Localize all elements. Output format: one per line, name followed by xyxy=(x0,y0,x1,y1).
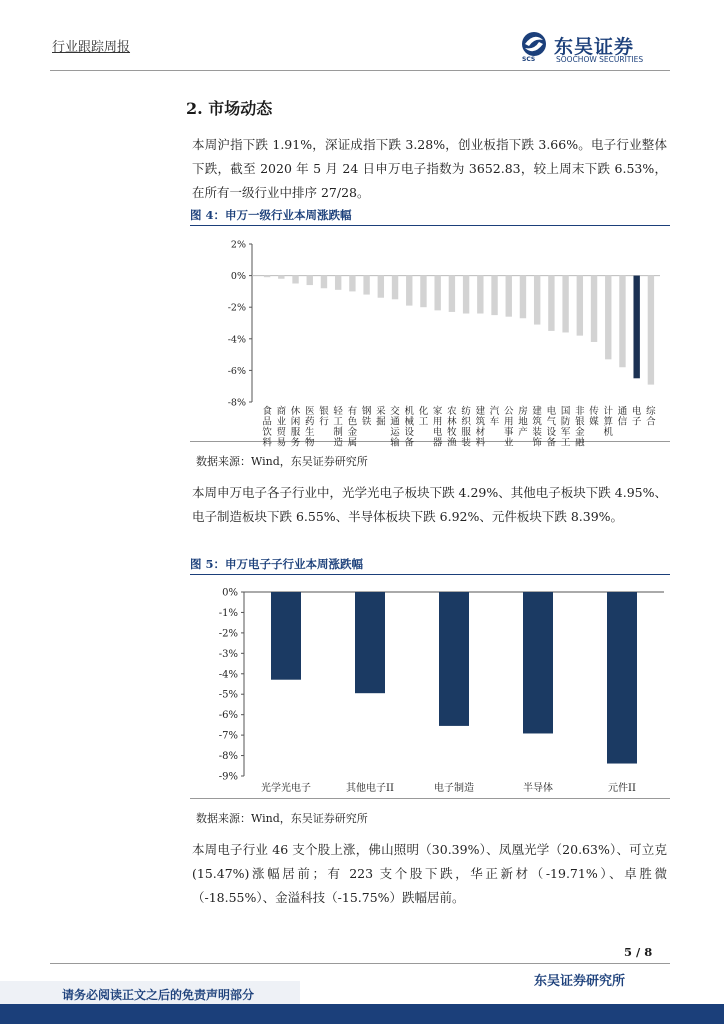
figure4-category-label-char: 建 xyxy=(475,406,486,417)
figure4-chart xyxy=(190,226,670,449)
figure4-category-label-char: 材 xyxy=(475,427,486,438)
figure4-category-label-char: 纺 xyxy=(461,406,471,417)
figure4-category-label-char: 牧 xyxy=(447,427,457,438)
figure4-category-label-char: 林 xyxy=(447,416,457,428)
figure5-y-tick-label: -6% xyxy=(218,710,238,722)
figure4-category-label-char: 防 xyxy=(560,416,571,428)
figure4-category-label-char: 机 xyxy=(603,427,614,438)
figure4-category-label-char: 行 xyxy=(319,416,329,428)
figure5-bar xyxy=(439,592,469,726)
figure4-category-label-char: 产 xyxy=(518,427,528,438)
figure4-category-label-char: 通 xyxy=(617,406,628,417)
figure5-bar xyxy=(523,592,553,733)
figure4-category-label-char: 合 xyxy=(646,416,656,428)
figure4-category-label-char: 属 xyxy=(347,437,358,449)
figure4-bar xyxy=(292,276,298,284)
figure4-bar xyxy=(264,276,270,278)
figure4-category-label-char: 贸 xyxy=(276,427,287,438)
figure4-category-label-char: 电 xyxy=(631,406,642,417)
figure4-bar xyxy=(278,276,284,279)
figure4-category-label-char: 国 xyxy=(560,406,571,417)
disclaimer-text: 请务必阅读正文之后的免责声明部分 xyxy=(62,988,255,1002)
figure4-category-label-char: 地 xyxy=(518,416,528,428)
figure5-y-tick-label: -2% xyxy=(218,628,238,640)
figure5-chart xyxy=(190,578,670,798)
figure4-y-tick-label: 2% xyxy=(230,239,246,251)
figure4-category-label-char: 料 xyxy=(262,437,272,449)
paragraph-subsector-summary: 本周申万电子各子行业中，光学光电子板块下跌 4.29%、其他电子板块下跌 4.95%、电子制造板块下跌 6.55%、半导体板块下跌 6.92%、元件板块下跌 8.39%。 xyxy=(192,485,667,524)
figure5-y-tick-label: -7% xyxy=(218,730,238,742)
figure4-bar xyxy=(605,276,611,360)
figure4-category-label-char: 车 xyxy=(489,416,500,428)
figure4-category-label-char: 银 xyxy=(319,406,329,417)
figure4-category-label-char: 医 xyxy=(304,406,315,417)
figure4-category-label-char: 交 xyxy=(390,406,400,417)
figure4-bar xyxy=(577,276,583,336)
figure4-category-label-char: 料 xyxy=(475,437,486,449)
figure4-category-label-char: 子 xyxy=(631,416,642,428)
figure4-y-tick-label: 0% xyxy=(230,271,246,283)
figure4-category-label-char: 务 xyxy=(290,437,301,449)
figure4-category-label-char: 设 xyxy=(404,427,415,438)
figure4-category-label-char: 商 xyxy=(276,406,287,417)
figure4-category-label-char: 用 xyxy=(432,416,443,428)
figure4-category-label-char: 易 xyxy=(276,437,287,449)
figure4-category-label-char: 工 xyxy=(418,416,429,428)
figure4-category-label-char: 银 xyxy=(575,416,585,428)
figure4-category-label-char: 业 xyxy=(503,437,514,449)
figure4-source: 数据来源：Wind，东吴证券研究所 xyxy=(196,455,368,468)
figure4-category-label-char: 军 xyxy=(560,427,571,438)
figure5-bar xyxy=(607,592,637,764)
figure5-category-label: 其他电子II xyxy=(346,783,394,794)
figure4-category-label-char: 备 xyxy=(546,437,557,449)
figure4-category-label-char: 制 xyxy=(333,427,343,438)
figure4-category-label-char: 钢 xyxy=(361,406,372,417)
figure4-category-label-char: 渔 xyxy=(447,437,457,449)
figure4-category-label-char: 信 xyxy=(617,416,628,428)
figure4-bar xyxy=(434,276,440,311)
figure4-bar xyxy=(648,276,654,385)
paragraph-market-overview: 本周沪指下跌 1.91%，深证成指下跌 3.28%，创业板指下跌 3.66%。电子行业整体下跌，截至 2020 年 5 月 24 日申万电子指数为 3652.83，较上周末下跌 6.53%，在所有一级行业中排序 27/28。 xyxy=(192,137,667,200)
figure4-bar xyxy=(562,276,568,333)
figure4-category-label-char: 业 xyxy=(276,416,287,428)
figure4-category-label-char: 器 xyxy=(432,437,443,449)
figure4-category-label-char: 织 xyxy=(461,416,471,428)
figure4-category-label-char: 通 xyxy=(390,416,400,428)
footer-color-bar xyxy=(0,1004,724,1024)
figure4-category-label-char: 采 xyxy=(376,406,386,417)
figure4-category-label-char: 传 xyxy=(589,406,599,417)
figure4-bar xyxy=(534,276,540,325)
figure4-category-label-char: 机 xyxy=(404,406,415,417)
figure4-category-label-char: 物 xyxy=(304,437,315,449)
figure4-category-label-char: 计 xyxy=(603,406,614,417)
figure4-category-label-char: 药 xyxy=(304,416,315,428)
figure4-y-tick-label: -4% xyxy=(227,334,246,346)
header-divider xyxy=(50,70,670,71)
figure4-bar xyxy=(349,276,355,292)
figure4-category-label-char: 服 xyxy=(461,427,471,438)
figure4-category-label-char: 电 xyxy=(432,427,443,438)
figure4-category-label-char: 事 xyxy=(503,427,514,438)
figure5-title: 图 5：申万电子子行业本周涨跌幅 xyxy=(190,556,670,575)
figure4-bar xyxy=(335,276,341,290)
figure4-bar xyxy=(491,276,497,316)
figure4-category-label-char: 轻 xyxy=(333,406,343,417)
figure4-category-label-char: 用 xyxy=(503,416,514,428)
figure4-category-label-char: 汽 xyxy=(489,406,500,417)
figure4-bar xyxy=(321,276,327,289)
figure4-category-label-char: 色 xyxy=(347,416,358,428)
figure4-category-label-char: 品 xyxy=(262,416,272,428)
figure4-bar xyxy=(449,276,455,312)
figure4-y-tick-label: -8% xyxy=(227,397,246,409)
figure4-category-label-char: 建 xyxy=(532,406,542,417)
figure4-bar xyxy=(378,276,384,298)
figure4-bar xyxy=(477,276,483,314)
logo-name: 东吴证券 xyxy=(554,36,635,58)
figure4-title: 图 4：申万一级行业本周涨跌幅 xyxy=(190,207,670,226)
figure4-bar xyxy=(520,276,526,319)
figure5-category-label: 电子制造 xyxy=(434,783,474,794)
figure5-frame xyxy=(190,578,670,799)
figure4-category-label-char: 家 xyxy=(432,406,443,417)
figure4-category-label-char: 筑 xyxy=(532,416,542,428)
figure4-bar xyxy=(506,276,512,317)
figure5-category-label: 半导体 xyxy=(523,783,553,794)
figure4-category-label-char: 综 xyxy=(646,406,656,417)
figure4-bar xyxy=(633,276,639,379)
figure4-category-label-char: 气 xyxy=(546,416,557,428)
figure4-bar xyxy=(463,276,469,314)
figure4-category-label-char: 饮 xyxy=(262,427,272,438)
figure4-category-label-char: 服 xyxy=(290,427,301,438)
figure4-category-label-char: 金 xyxy=(347,427,358,438)
figure4-category-label-char: 输 xyxy=(390,437,400,449)
figure5-source: 数据来源：Wind，东吴证券研究所 xyxy=(196,812,368,825)
figure4-category-label-char: 械 xyxy=(404,416,415,428)
page-number: 5 / 8 xyxy=(624,945,653,959)
figure4-frame xyxy=(190,226,670,449)
figure4-category-label-char: 生 xyxy=(304,427,315,438)
footer-institute: 东吴证券研究所 xyxy=(534,974,626,989)
figure4-category-label-char: 铁 xyxy=(361,416,372,428)
figure4-category-label-char: 融 xyxy=(575,437,585,449)
figure4-category-label-char: 房 xyxy=(518,406,528,417)
figure4-y-tick-label: -2% xyxy=(227,302,246,314)
figure4-bar xyxy=(307,276,313,285)
figure4-bar xyxy=(392,276,398,300)
figure4-category-label-char: 有 xyxy=(347,406,358,417)
figure5-category-label: 元件II xyxy=(608,783,636,794)
figure4-category-label-char: 媒 xyxy=(589,416,599,428)
figure4-bar xyxy=(406,276,412,306)
logo-en-name: SOOCHOW SECURITIES xyxy=(556,55,644,64)
figure5-y-tick-label: 0% xyxy=(222,587,238,599)
figure4-y-tick-label: -6% xyxy=(227,365,246,377)
figure4-category-label-char: 运 xyxy=(390,427,400,438)
figure4-bar xyxy=(591,276,597,342)
figure4-category-label-char: 非 xyxy=(575,406,585,417)
logo-abbr: SCS xyxy=(522,56,536,63)
figure4-category-label-char: 金 xyxy=(575,427,585,438)
figure5-y-tick-label: -8% xyxy=(218,751,238,763)
figure5-bar xyxy=(355,592,385,693)
figure4-category-label-char: 工 xyxy=(333,416,343,428)
figure4-category-label-char: 设 xyxy=(546,427,557,438)
figure4-category-label-char: 农 xyxy=(447,406,457,417)
figure4-category-label-char: 食 xyxy=(262,406,272,417)
figure5-y-tick-label: -9% xyxy=(218,771,238,783)
figure4-bar xyxy=(548,276,554,331)
section-title: 2. 市场动态 xyxy=(186,99,273,118)
figure4-category-label-char: 公 xyxy=(503,406,514,417)
figure5-y-tick-label: -5% xyxy=(218,689,238,701)
figure4-category-label-char: 算 xyxy=(603,416,614,428)
figure5-y-tick-label: -3% xyxy=(218,648,238,660)
figure4-category-label-char: 闲 xyxy=(290,416,301,428)
figure4-bar xyxy=(420,276,426,308)
figure4-category-label-char: 装 xyxy=(532,427,542,438)
figure4-category-label-char: 筑 xyxy=(475,416,486,428)
paragraph-stock-movers: 本周电子行业 46 支个股上涨，佛山照明（30.39%）、凤凰光学（20.63%）、可立克(15.47%)涨幅居前；有 223 支个股下跌，华正新材（-19.71%）、卓胜微（-18.55%）、金溢科技（-15.75%）跌幅居前。 xyxy=(192,842,667,905)
figure4-bar xyxy=(363,276,369,295)
figure4-category-label-char: 掘 xyxy=(376,416,386,428)
figure4-category-label-char: 装 xyxy=(461,437,471,449)
footer-divider xyxy=(50,963,670,964)
figure5-category-label: 光学光电子 xyxy=(261,783,311,794)
figure5-bar xyxy=(271,592,301,680)
figure4-category-label-char: 化 xyxy=(418,406,429,417)
figure4-category-label-char: 造 xyxy=(333,437,343,449)
figure4-category-label-char: 备 xyxy=(404,437,415,449)
figure5-y-tick-label: -1% xyxy=(218,607,238,619)
figure4-category-label-char: 饰 xyxy=(532,437,542,449)
figure4-category-label-char: 休 xyxy=(290,406,301,417)
soochow-logo-mark-icon xyxy=(522,32,546,56)
figure4-category-label-char: 工 xyxy=(560,437,571,449)
report-type-label: 行业跟踪周报 xyxy=(52,40,131,55)
figure4-category-label-char: 电 xyxy=(546,406,557,417)
figure4-bar xyxy=(619,276,625,368)
figure5-y-tick-label: -4% xyxy=(218,669,238,681)
